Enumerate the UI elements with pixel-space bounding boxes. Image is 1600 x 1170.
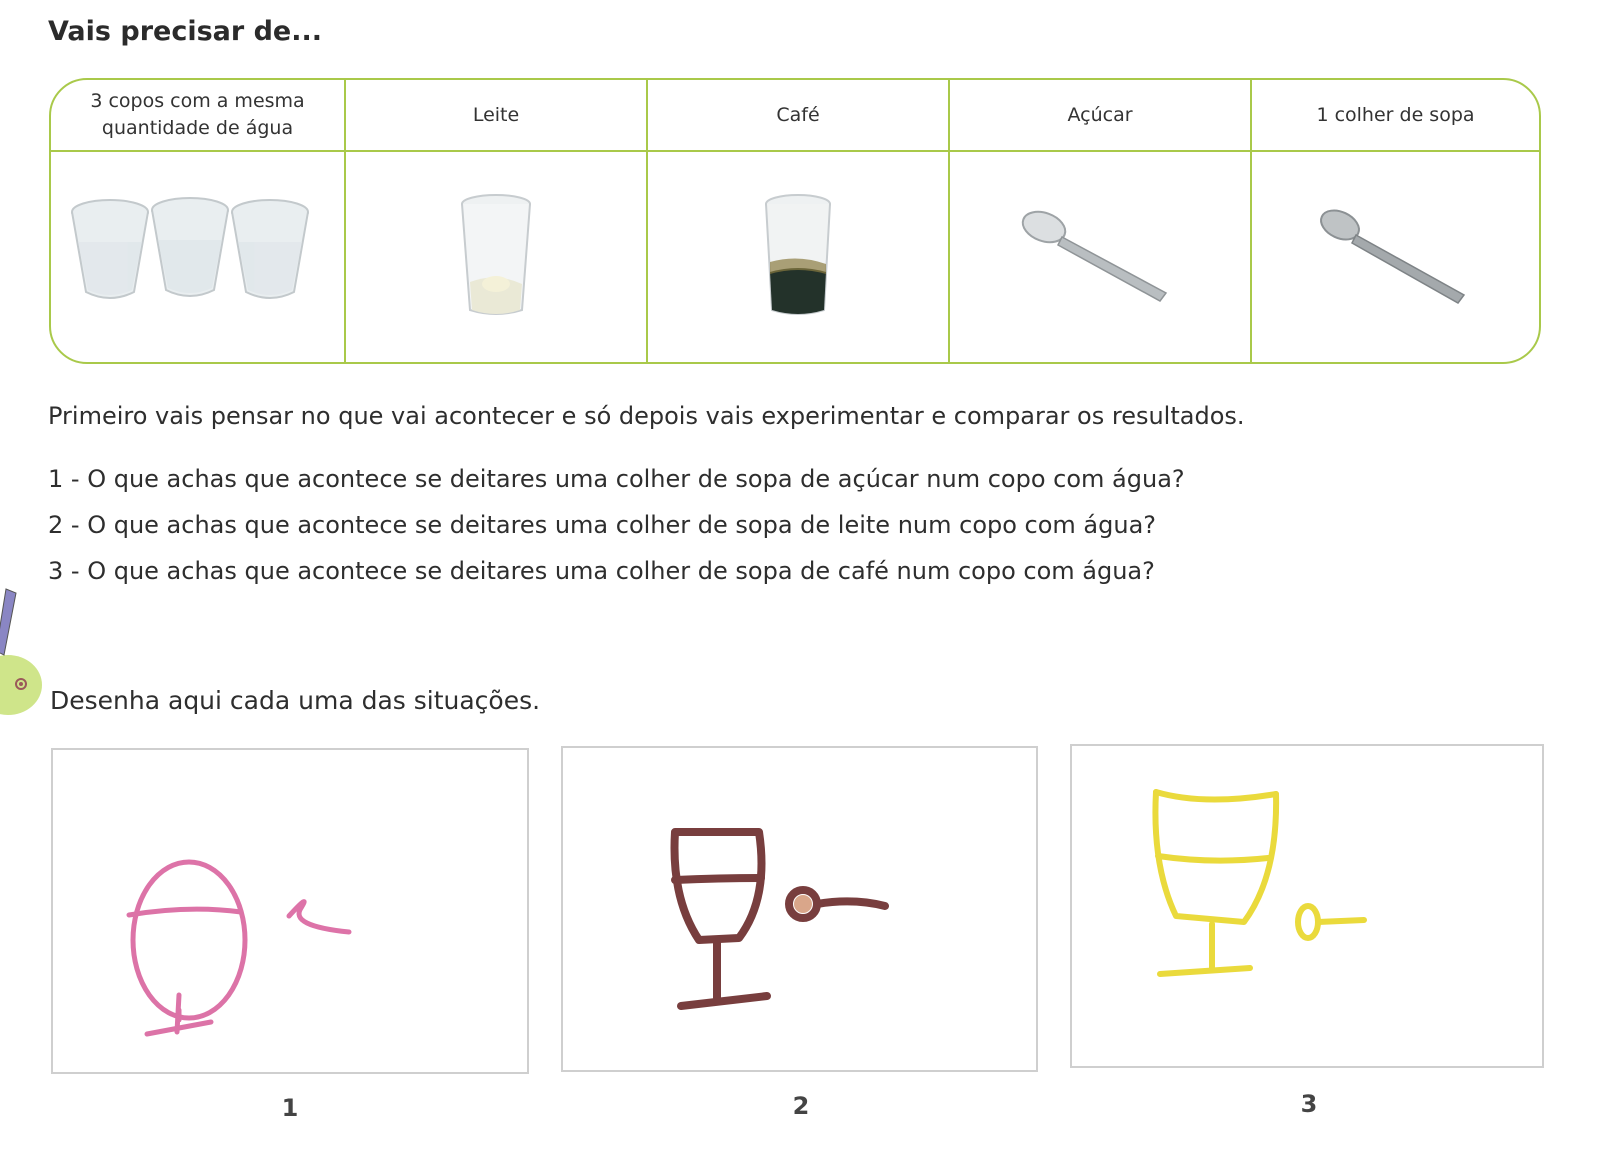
drawing-box-1[interactable] xyxy=(51,748,529,1074)
material-image-cell xyxy=(950,152,1252,362)
drawing-box-3[interactable] xyxy=(1070,744,1544,1068)
three-water-glasses-icon xyxy=(68,192,328,322)
drawing-number-2: 2 xyxy=(792,1092,810,1120)
drawing-instruction: Desenha aqui cada uma das situações. xyxy=(50,686,541,715)
material-header: Café xyxy=(648,80,950,152)
drawing-number-1: 1 xyxy=(281,1094,299,1122)
material-image-cell xyxy=(346,152,648,362)
material-header: Leite xyxy=(346,80,648,152)
section-heading: Vais precisar de... xyxy=(48,16,322,47)
question-3: 3 - O que achas que acontece se deitares uma colher de sopa de café num copo com água? xyxy=(48,557,1155,585)
material-image-cell xyxy=(51,152,346,362)
material-header: 3 copos com a mesma quantidade de água xyxy=(51,80,346,152)
goblet-drawing-icon xyxy=(1072,746,1542,1066)
goblet-drawing-icon xyxy=(563,748,1036,1070)
instructions-text: Primeiro vais pensar no que vai acontecer e só depois vais experimentar e comparar os resultados. xyxy=(48,402,1245,430)
goblet-drawing-icon xyxy=(53,750,527,1072)
material-header: 1 colher de sopa xyxy=(1252,80,1539,152)
question-2: 2 - O que achas que acontece se deitares uma colher de sopa de leite num copo com água? xyxy=(48,511,1157,539)
material-image-cell xyxy=(648,152,950,362)
materials-table xyxy=(49,78,1541,364)
questions-list xyxy=(48,462,1185,600)
material-header: Açúcar xyxy=(950,80,1252,152)
milk-glass-icon xyxy=(456,192,536,322)
drawing-number-3: 3 xyxy=(1300,1090,1318,1118)
spoon-icon xyxy=(1020,207,1180,307)
drawing-box-2[interactable] xyxy=(561,746,1038,1072)
question-1: 1 - O que achas que acontece se deitares uma colher de sopa de açúcar num copo com água? xyxy=(48,465,1185,493)
material-image-cell xyxy=(1252,152,1539,362)
spoon-icon xyxy=(1316,207,1476,307)
pencil-flower-decoration-icon xyxy=(0,585,46,715)
coffee-glass-icon xyxy=(758,192,838,322)
